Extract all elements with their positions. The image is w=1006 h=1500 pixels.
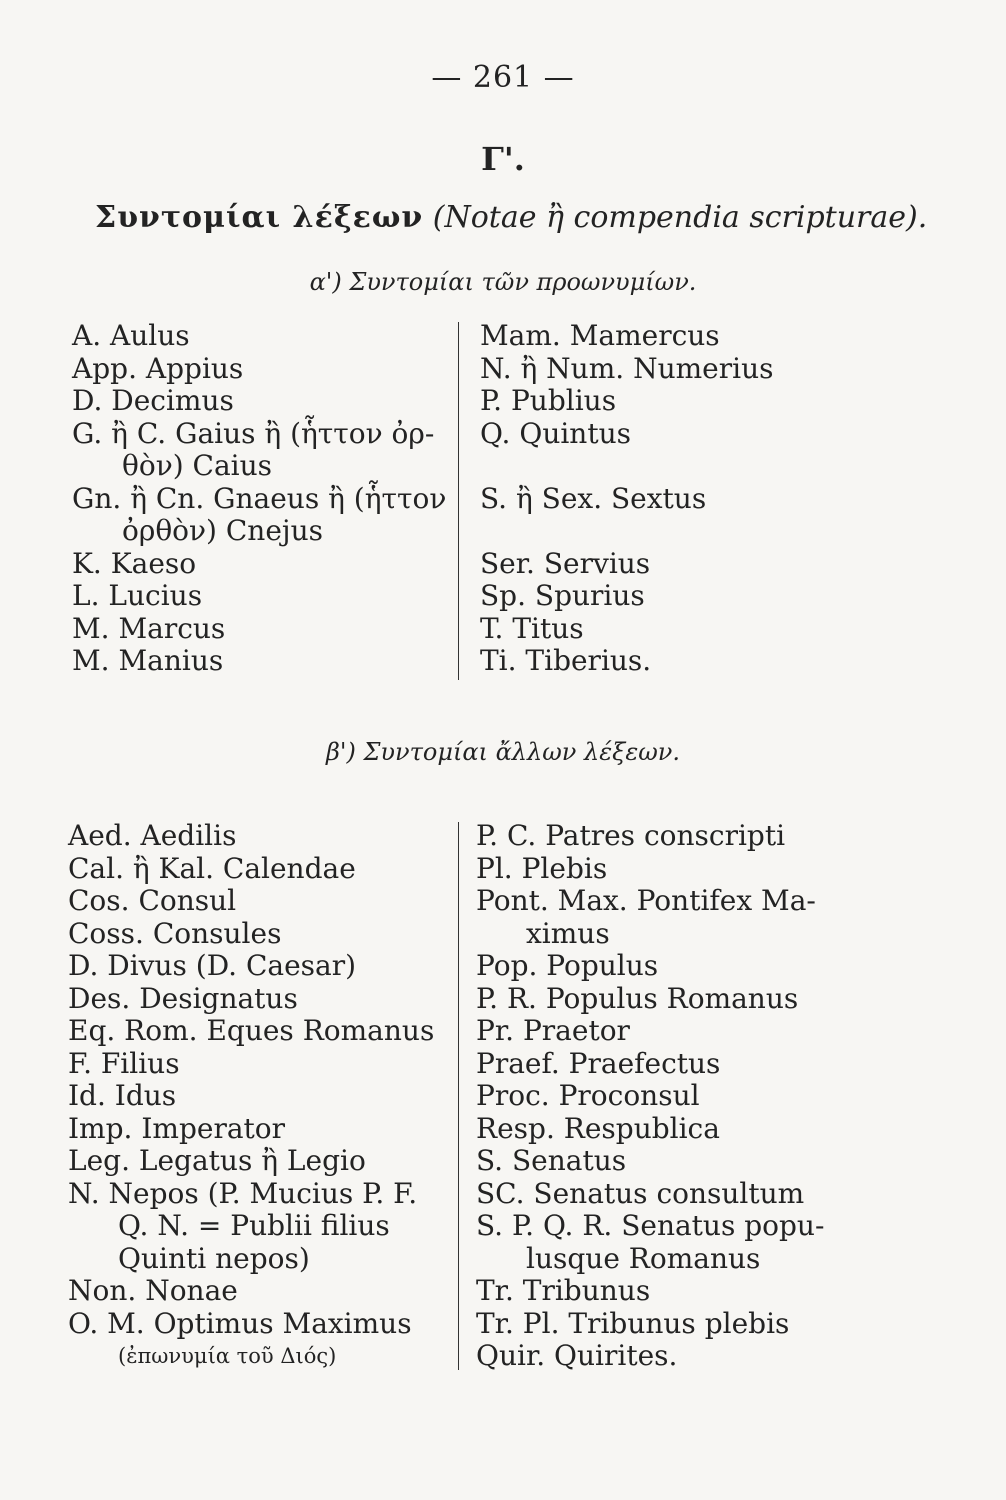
list-item: Eq. Rom. Eques Romanus bbox=[68, 1014, 435, 1047]
list-item-continuation: θὸν) Caius bbox=[122, 449, 273, 482]
title-latin: (Notae ἢ compendia scripturae). bbox=[432, 200, 928, 235]
list-item: F. Filius bbox=[68, 1046, 180, 1080]
list-item: P. R. Populus Romanus bbox=[476, 981, 799, 1015]
list-item: Sp. Spurius bbox=[480, 579, 645, 612]
list-item: Proc. Proconsul bbox=[476, 1079, 700, 1112]
list-item: Imp. Imperator bbox=[68, 1111, 286, 1145]
list-item: S. ἢ Sex. Sextus bbox=[480, 481, 707, 515]
column-divider bbox=[458, 322, 459, 680]
list-item: Pl. Plebis bbox=[476, 851, 608, 885]
list-item: Tr. Pl. Tribunus plebis bbox=[476, 1306, 790, 1340]
list-item-continuation: lusque Romanus bbox=[526, 1241, 761, 1275]
list-item: SC. Senatus consultum bbox=[476, 1176, 805, 1210]
list-item: Resp. Respublica bbox=[476, 1111, 720, 1145]
list-item: App. Appius bbox=[72, 351, 244, 385]
list-item: D. Divus (D. Caesar) bbox=[68, 949, 357, 982]
list-item: Des. Designatus bbox=[68, 981, 298, 1015]
subsection-a-left-column bbox=[72, 320, 446, 678]
list-item: Mam. Mamercus bbox=[480, 319, 720, 352]
list-item: G. ἢ C. Gaius ἢ (ἧττον ὀρ- bbox=[72, 416, 435, 450]
subsection-b-heading: β') Συντομίαι ἄλλων λέξεων. bbox=[326, 738, 680, 766]
list-item: O. M. Optimus Maximus bbox=[68, 1306, 412, 1340]
list-item: D. Decimus bbox=[72, 384, 234, 417]
list-item-continuation: ὀρθὸν) Cnejus bbox=[122, 514, 323, 547]
list-item: M. Manius bbox=[72, 644, 224, 677]
list-item: S. P. Q. R. Senatus popu- bbox=[476, 1209, 825, 1242]
subsection-b-left-column bbox=[68, 820, 434, 1373]
list-item: Cos. Consul bbox=[68, 884, 237, 917]
list-item: K. Kaeso bbox=[72, 546, 197, 580]
subsection-a-right-column bbox=[480, 320, 773, 678]
list-item: Cal. ἢ Kal. Calendae bbox=[68, 851, 356, 885]
list-item: Gn. ἢ Cn. Gnaeus ἢ (ἧττον bbox=[72, 481, 447, 515]
list-item: M. Marcus bbox=[72, 611, 226, 645]
list-item: Aed. Aedilis bbox=[68, 819, 237, 852]
list-item: Pop. Populus bbox=[476, 949, 659, 982]
list-item: T. Titus bbox=[480, 611, 584, 645]
list-item: Tr. Tribunus bbox=[476, 1274, 651, 1307]
list-item: Quir. Quirites. bbox=[476, 1339, 678, 1372]
blank-line bbox=[480, 515, 773, 548]
list-item: Coss. Consules bbox=[68, 916, 282, 950]
list-item: Pr. Praetor bbox=[476, 1014, 630, 1047]
blank-line bbox=[480, 450, 773, 483]
column-divider bbox=[458, 822, 459, 1370]
list-item: Leg. Legatus ἢ Legio bbox=[68, 1144, 366, 1177]
list-item: Pont. Max. Pontifex Ma- bbox=[476, 884, 816, 917]
subsection-b-right-column bbox=[476, 820, 824, 1373]
title-greek: Συντομίαι λέξεων bbox=[95, 200, 424, 235]
section-letter: Γ'. bbox=[481, 140, 525, 178]
list-item: Ti. Tiberius. bbox=[480, 644, 652, 677]
subsection-a-heading: α') Συντομίαι τῶν προωνυμίων. bbox=[309, 268, 697, 296]
list-item-continuation: ximus bbox=[526, 916, 610, 950]
list-item: P. C. Patres conscripti bbox=[476, 819, 786, 852]
list-item-continuation: (ἐπωνυμία τοῦ Διός) bbox=[118, 1344, 337, 1368]
page-number: — 261 — bbox=[431, 60, 575, 95]
list-item: P. Publius bbox=[480, 384, 617, 417]
list-item: N. ἢ Num. Numerius bbox=[480, 351, 774, 385]
list-item-continuation: Quinti nepos) bbox=[118, 1241, 310, 1275]
list-item-continuation: Q. N. = Publii filius bbox=[118, 1209, 390, 1242]
page-title bbox=[95, 200, 927, 235]
list-item: S. Senatus bbox=[476, 1144, 627, 1177]
list-item: Q. Quintus bbox=[480, 416, 631, 450]
list-item: Praef. Praefectus bbox=[476, 1046, 721, 1080]
list-item: A. Aulus bbox=[72, 319, 190, 352]
list-item: Id. Idus bbox=[68, 1079, 177, 1112]
list-item: Non. Nonae bbox=[68, 1274, 238, 1307]
list-item: Ser. Servius bbox=[480, 546, 651, 580]
list-item: N. Nepos (P. Mucius P. F. bbox=[68, 1176, 418, 1210]
list-item: L. Lucius bbox=[72, 579, 203, 612]
